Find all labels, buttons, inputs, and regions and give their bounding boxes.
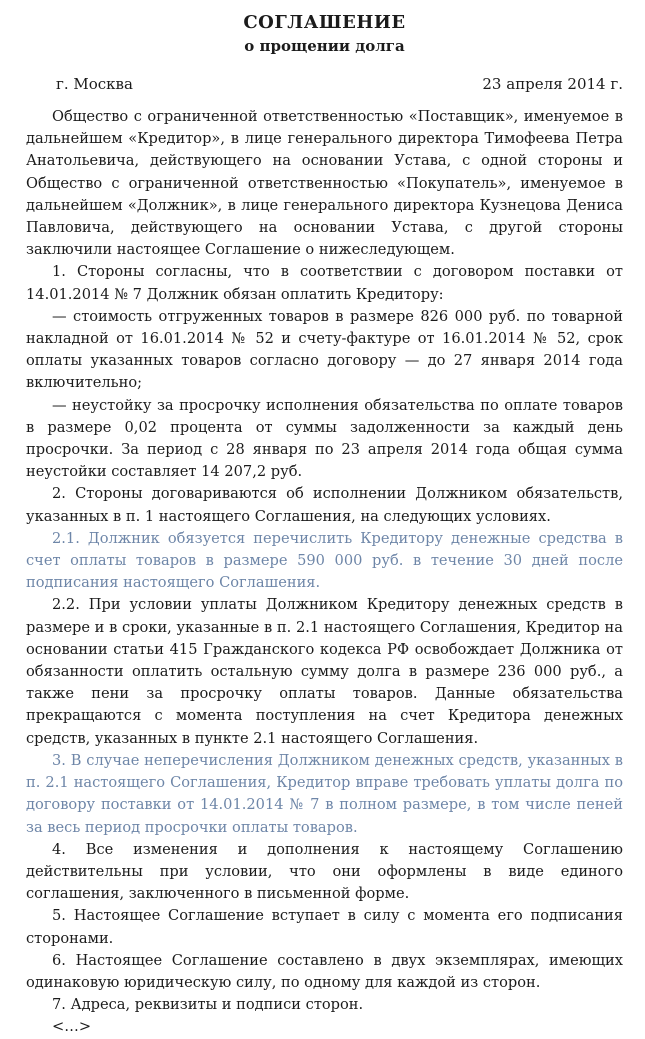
- clause-1: 1. Стороны согласны, что в соответствии с договором поставки от 14.01.2014 № 7 Должник обязан оплатить Кредитору:: [26, 263, 623, 303]
- agreement-body: [26, 106, 623, 1039]
- clause-6: 6. Настоящее Соглашение составлено в двух экземплярах, имеющих одинаковую юридическую силу, по одному для каждой из сторон.: [26, 951, 623, 991]
- document-title: СОГЛАШЕНИЕ: [243, 12, 406, 33]
- omission-marker: <…>: [52, 1018, 92, 1036]
- clause-2: 2. Стороны договариваются об исполнении Должником обязательств, указанных в п. 1 настоящего Соглашения, на следующих условиях.: [26, 485, 623, 525]
- document-subtitle: о прощении долга: [244, 37, 405, 55]
- clause-1-item-cost: — стоимость отгруженных товаров в размере 826 000 руб. по товарной накладной от 16.01.2014 № 52 и счету-фактуре от 16.01.2014 № 52, срок оплаты указанных товаров согласно договору — до 27 января 2014 года включительно;: [26, 307, 623, 392]
- clause-2-2: 2.2. При условии уплаты Должником Кредитору денежных средств в размере и в сроки, указанные в п. 2.1 настоящего Соглашения, Кредитор на основании статьи 415 Гражданского кодекса РФ освобождает Должника от обязанности оплатить остальную сумму долга в размере 236 000 руб., а также пени за просрочку оплаты товаров. Данные обязательства прекращаются с момента поступления на счет Кредитора денежных средств, указанных в пункте 2.1 настоящего Соглашения.: [26, 596, 623, 747]
- clause-3: 3. В случае неперечисления Должником денежных средств, указанных в п. 2.1 настоящего Соглашения, Кредитор вправе требовать уплаты долга по договору поставки от 14.01.2014 № 7 в полном размере, в том числе пеней за весь период просрочки оплаты товаров.: [26, 751, 623, 836]
- clause-5: 5. Настоящее Соглашение вступает в силу с момента его подписания сторонами.: [26, 907, 623, 947]
- date: 23 апреля 2014 г.: [482, 75, 623, 93]
- clause-7: 7. Адреса, реквизиты и подписи сторон.: [52, 996, 364, 1014]
- clause-1-item-penalty: — неустойку за просрочку исполнения обязательства по оплате товаров в размере 0,02 процента от суммы задолженности за каждый день просрочки. За период с 28 января по 23 апреля 2014 года общая сумма неустойки составляет 14 207,2 руб.: [26, 396, 623, 481]
- clause-4: 4. Все изменения и дополнения к настоящему Соглашению действительны при условии, что они оформлены в виде единого соглашения, заключенного в письменной форме.: [26, 840, 623, 903]
- preamble-paragraph: Общество с ограниченной ответственностью «Поставщик», именуемое в дальнейшем «Кредитор», в лице генерального директора Тимофеева Петра Анатольевича, действующего на основании Устава, с одной стороны и Общество с ограниченной ответственностью «Покупатель», именуемое в дальнейшем «Должник», в лице генерального директора Кузнецова Дениса Павловича, действующего на основании Устава, с другой стороны заключили настоящее Соглашение о нижеследующем.: [26, 108, 623, 259]
- place-date-row: [26, 74, 623, 94]
- clause-2-1: 2.1. Должник обязуется перечислить Кредитору денежные средства в счет оплаты товаров в размере 590 000 руб. в течение 30 дней после подписания настоящего Соглашения.: [26, 529, 623, 592]
- place: г. Москва: [56, 75, 133, 93]
